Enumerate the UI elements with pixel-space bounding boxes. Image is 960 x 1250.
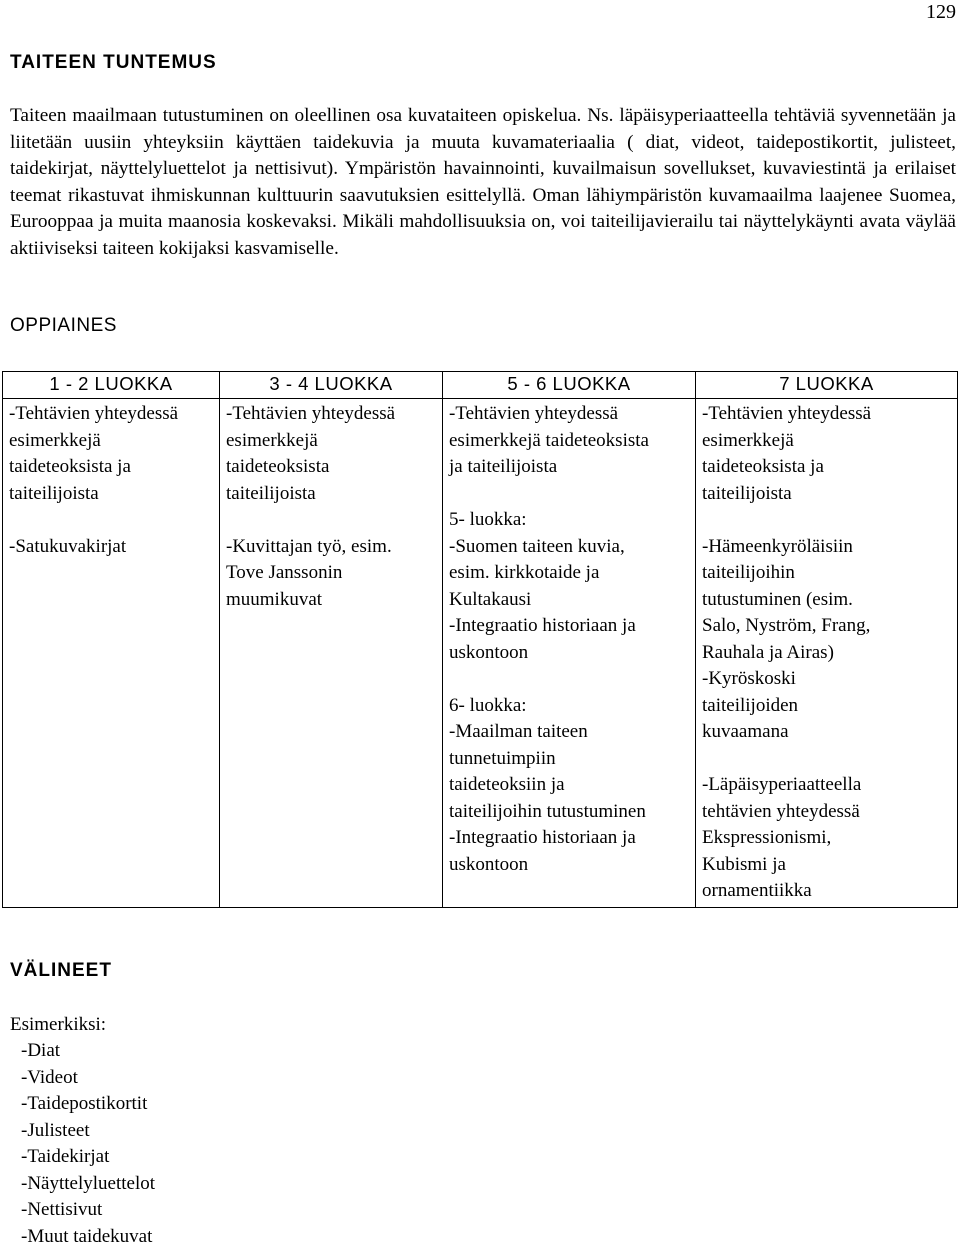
table-header-row <box>3 372 958 399</box>
cell-spacer <box>702 746 951 773</box>
cell-text-line: taiteilijoista <box>226 481 436 508</box>
cell-text-line: ja taiteilijoista <box>449 454 689 481</box>
cell-text-line: ornamentiikka <box>702 878 951 905</box>
column-header-grade-5-6: 5 - 6 LUOKKA <box>443 372 696 399</box>
cell-text-line: Tove Janssonin <box>226 560 436 587</box>
cell-text-line: tunnetuimpiin <box>449 746 689 773</box>
list-item: -Videot <box>21 1065 155 1092</box>
cell-text-line: esimerkkejä <box>702 428 951 455</box>
cell-text-line: -Satukuvakirjat <box>9 534 213 561</box>
cell-text-line: -Läpäisyperiaatteella <box>702 772 951 799</box>
list-item: -Julisteet <box>21 1118 155 1145</box>
cell-text-line: -Kuvittajan työ, esim. <box>226 534 436 561</box>
list-item: -Nettisivut <box>21 1197 155 1224</box>
list-item: -Näyttelyluettelot <box>21 1171 155 1198</box>
cell-text-line: -Integraatio historiaan ja <box>449 613 689 640</box>
cell-text-line: -Tehtävien yhteydessä <box>226 401 436 428</box>
tools-list <box>21 1038 155 1250</box>
cell-text-line: -Integraatio historiaan ja <box>449 825 689 852</box>
cell-text-line: taiteilijoista <box>9 481 213 508</box>
cell-text-line: tutustuminen (esim. <box>702 587 951 614</box>
table-cell-grade-5-6 <box>443 399 696 908</box>
cell-text-line: 6- luokka: <box>449 693 689 720</box>
cell-text-line: -Hämeenkyröläisiin <box>702 534 951 561</box>
section-title: TAITEEN TUNTEMUS <box>10 52 217 74</box>
cell-text-line: -Suomen taiteen kuvia, <box>449 534 689 561</box>
subheading-oppiaines: OPPIAINES <box>10 315 117 337</box>
list-item: -Taidekirjat <box>21 1144 155 1171</box>
cell-text-line: -Tehtävien yhteydessä <box>9 401 213 428</box>
table-row <box>3 399 958 908</box>
cell-text-line: Salo, Nyström, Frang, <box>702 613 951 640</box>
page-number: 129 <box>926 0 956 24</box>
cell-text-line: muumikuvat <box>226 587 436 614</box>
intro-paragraph: Taiteen maailmaan tutustuminen on oleellinen osa kuvataiteen opiskelua. Ns. läpäisyperiaatteella tehtäviä syvennetään ja liitetään uusiin yhteyksiin käyttäen taidekuvia ja muuta kuvamateriaalia ( diat, videot, taidepostikortit, julisteet, taidekirjat, näyttelyluettelot ja nettisivut). Ympäristön havainnointi, kuvailmaisun sovellukset, kuvaviestintä ja erilaiset teemat rikastuvat ihmiskunnan kulttuurin saavutuksien esittelyllä. Oman lähiympäristön kuvamaailma laajenee Suomea, Eurooppaa ja muita maanosia koskevaksi. Mikäli mahdollisuuksia on, voi taiteilijavierailu tai näyttelykäynti avata väylää aktiiviseksi taiteen kokijaksi kasvamiselle. <box>10 103 956 262</box>
cell-text-line: -Tehtävien yhteydessä <box>449 401 689 428</box>
cell-text-line: tehtävien yhteydessä <box>702 799 951 826</box>
table-cell-grade-1-2 <box>3 399 220 908</box>
cell-text-line: uskontoon <box>449 852 689 879</box>
cell-text-line: esimerkkejä taideteoksista <box>449 428 689 455</box>
cell-spacer <box>449 481 689 508</box>
cell-text-line: taideteoksista <box>226 454 436 481</box>
cell-spacer <box>226 507 436 534</box>
tools-lead: Esimerkiksi: <box>10 1012 106 1039</box>
column-header-grade-3-4: 3 - 4 LUOKKA <box>220 372 443 399</box>
cell-text-line: -Tehtävien yhteydessä <box>702 401 951 428</box>
cell-spacer <box>9 507 213 534</box>
curriculum-table <box>2 371 958 908</box>
cell-text-line: esim. kirkkotaide ja <box>449 560 689 587</box>
cell-spacer <box>449 666 689 693</box>
cell-text-line: uskontoon <box>449 640 689 667</box>
list-item: -Diat <box>21 1038 155 1065</box>
cell-text-line: kuvaamana <box>702 719 951 746</box>
cell-text-line: Kultakausi <box>449 587 689 614</box>
cell-text-line: taiteilijoihin tutustuminen <box>449 799 689 826</box>
cell-text-line: taideteoksista ja <box>702 454 951 481</box>
cell-text-line: Rauhala ja Airas) <box>702 640 951 667</box>
cell-text-line: taideteoksista ja <box>9 454 213 481</box>
cell-text-line: Ekspressionismi, <box>702 825 951 852</box>
tools-title: VÄLINEET <box>10 960 112 982</box>
cell-text-line: taiteilijoihin <box>702 560 951 587</box>
list-item: -Muut taidekuvat <box>21 1224 155 1250</box>
cell-text-line: taideteoksiin ja <box>449 772 689 799</box>
cell-text-line: esimerkkejä <box>226 428 436 455</box>
cell-spacer <box>702 507 951 534</box>
cell-text-line: Kubismi ja <box>702 852 951 879</box>
cell-text-line: esimerkkejä <box>9 428 213 455</box>
list-item: -Taidepostikortit <box>21 1091 155 1118</box>
cell-text-line: 5- luokka: <box>449 507 689 534</box>
cell-text-line: -Maailman taiteen <box>449 719 689 746</box>
table-cell-grade-3-4 <box>220 399 443 908</box>
cell-text-line: -Kyröskoski <box>702 666 951 693</box>
column-header-grade-7: 7 LUOKKA <box>696 372 958 399</box>
cell-text-line: taiteilijoiden <box>702 693 951 720</box>
column-header-grade-1-2: 1 - 2 LUOKKA <box>3 372 220 399</box>
cell-text-line: taiteilijoista <box>702 481 951 508</box>
table-cell-grade-7 <box>696 399 958 908</box>
